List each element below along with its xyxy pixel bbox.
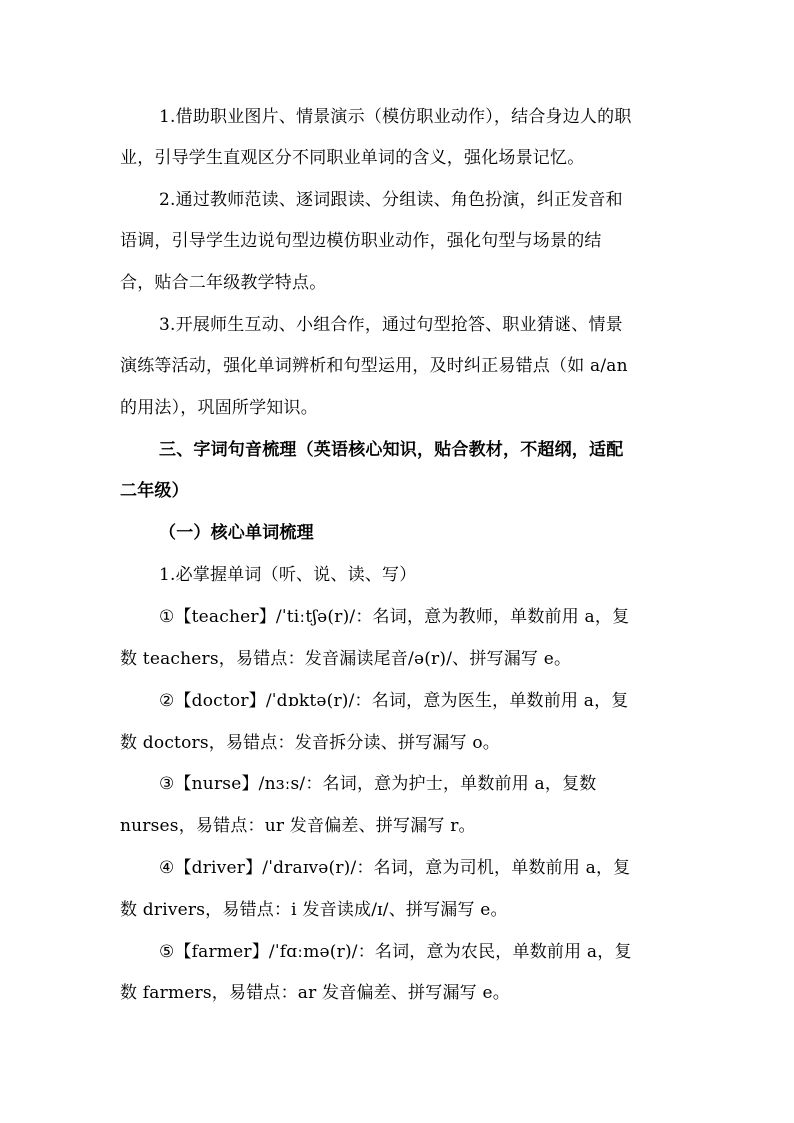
word-item-farmer-line-2: 数 farmers，易错点：ar 发音偏差、拼写漏写 e。 <box>120 983 510 1003</box>
word-item-farmer-line-1: ⑤【farmer】/ˈfɑːmə(r)/：名词，意为农民，单数前用 a，复 <box>159 942 632 962</box>
paragraph-2-line-1: 2.通过教师范读、逐词跟读、分组读、角色扮演，纠正发音和 <box>159 190 623 210</box>
section-heading-line-1: 三、字词句音梳理（英语核心知识，贴合教材，不超纲，适配 <box>159 440 624 460</box>
paragraph-3-line-3: 的用法），巩固所学知识。 <box>120 398 318 418</box>
word-item-teacher-line-1: ①【teacher】/ˈtiːtʃə(r)/：名词，意为教师，单数前用 a，复 <box>159 607 630 627</box>
subsection-heading: （一）核心单词梳理 <box>159 523 314 543</box>
paragraph-3-line-2: 演练等活动，强化单词辨析和句型运用，及时纠正易错点（如 a/an <box>120 356 628 376</box>
vocabulary-intro: 1.必掌握单词（听、说、读、写） <box>159 565 417 585</box>
word-item-driver-line-1: ④【driver】/ˈdraɪvə(r)/：名词，意为司机，单数前用 a，复 <box>159 858 631 878</box>
word-item-nurse-line-2: nurses，易错点：ur 发音偏差、拼写漏写 r。 <box>120 816 476 836</box>
word-item-nurse-line-1: ③【nurse】/nɜːs/：名词，意为护士，单数前用 a，复数 <box>159 774 597 794</box>
paragraph-1-line-2: 业，引导学生直观区分不同职业单词的含义，强化场景记忆。 <box>120 148 585 168</box>
paragraph-2-line-2: 语调，引导学生边说句型边模仿职业动作，强化句型与场景的结 <box>120 231 602 251</box>
paragraph-1-line-1: 1.借助职业图片、情景演示（模仿职业动作），结合身边人的职 <box>159 107 632 127</box>
word-item-teacher-line-2: 数 teachers，易错点：发音漏读尾音/ə(r)/、拼写漏写 e。 <box>120 649 572 669</box>
section-heading-line-2: 二年级） <box>120 481 189 501</box>
word-item-driver-line-2: 数 drivers，易错点：i 发音读成/ɪ/、拼写漏写 e。 <box>120 900 508 920</box>
word-item-doctor-line-1: ②【doctor】/ˈdɒktə(r)/：名词，意为医生，单数前用 a，复 <box>159 691 629 711</box>
paragraph-3-line-1: 3.开展师生互动、小组合作，通过句型抢答、职业猜谜、情景 <box>159 315 623 335</box>
paragraph-2-line-3: 合，贴合二年级教学特点。 <box>120 273 327 293</box>
word-item-doctor-line-2: 数 doctors，易错点：发音拆分读、拼写漏写 o。 <box>120 733 500 753</box>
